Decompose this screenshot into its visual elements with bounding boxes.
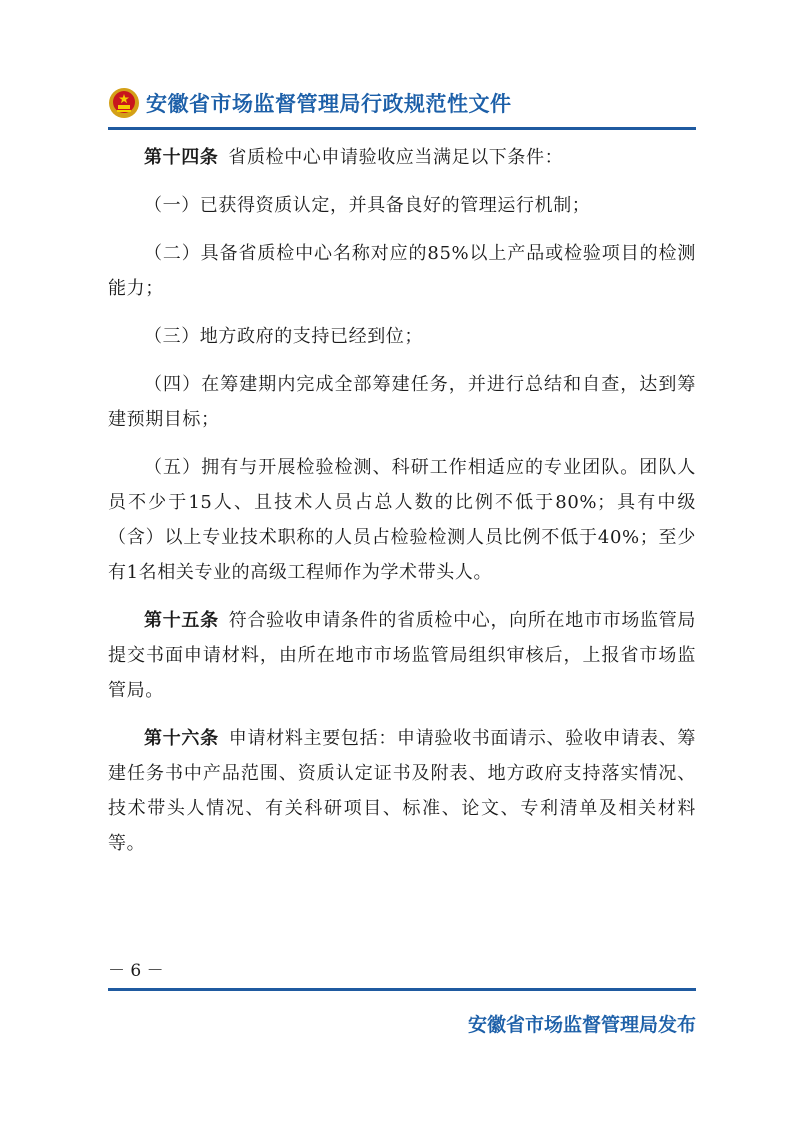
condition-text: （四）在筹建期内完成全部筹建任务，并进行总结和自查，达到筹建预期目标；	[108, 374, 696, 430]
national-emblem-icon	[108, 87, 140, 119]
publisher: 安徽省市场监督管理局发布	[467, 1014, 696, 1036]
article-text: 申请材料主要包括：申请验收书面请示、验收申请表、筹建任务书中产品范围、资质认定证书及附表、地方政府支持落实情况、技术带头人情况、有关科研项目、标准、论文、专利清单及相关材料等。	[108, 728, 697, 854]
article-16	[108, 721, 696, 861]
footer-divider	[108, 988, 696, 991]
document-body	[108, 140, 696, 874]
condition-2	[108, 236, 696, 306]
condition-5	[108, 450, 696, 590]
article-label: 第十四条	[144, 147, 219, 168]
condition-text: （五）拥有与开展检验检测、科研工作相适应的专业团队。团队人员不少于15人、且技术人员占总人数的比例不低于80%；具有中级（含）以上专业技术职称的人员占检验检测人员比例不低于40%；至少有1名相关专业的高级工程师作为学术带头人。	[108, 457, 696, 583]
header-divider	[108, 127, 696, 130]
condition-text: （二）具备省质检中心名称对应的85%以上产品或检验项目的检测能力；	[108, 243, 696, 299]
article-label: 第十五条	[144, 610, 219, 631]
article-label: 第十六条	[144, 728, 219, 749]
condition-text: （三）地方政府的支持已经到位；	[144, 326, 423, 347]
condition-1	[108, 188, 696, 223]
condition-3	[108, 319, 696, 354]
condition-4	[108, 367, 696, 437]
page-number: － 6 －	[108, 961, 164, 981]
document-header	[108, 84, 512, 122]
header-title: 安徽省市场监督管理局行政规范性文件	[146, 92, 512, 116]
article-text: 省质检中心申请验收应当满足以下条件：	[228, 147, 564, 168]
article-14	[108, 140, 696, 175]
article-text: 符合验收申请条件的省质检中心，向所在地市市场监管局提交书面申请材料，由所在地市市场监管局组织审核后，上报省市场监管局。	[108, 610, 697, 701]
article-15	[108, 603, 696, 708]
condition-text: （一）已获得资质认定，并具备良好的管理运行机制；	[144, 195, 591, 216]
